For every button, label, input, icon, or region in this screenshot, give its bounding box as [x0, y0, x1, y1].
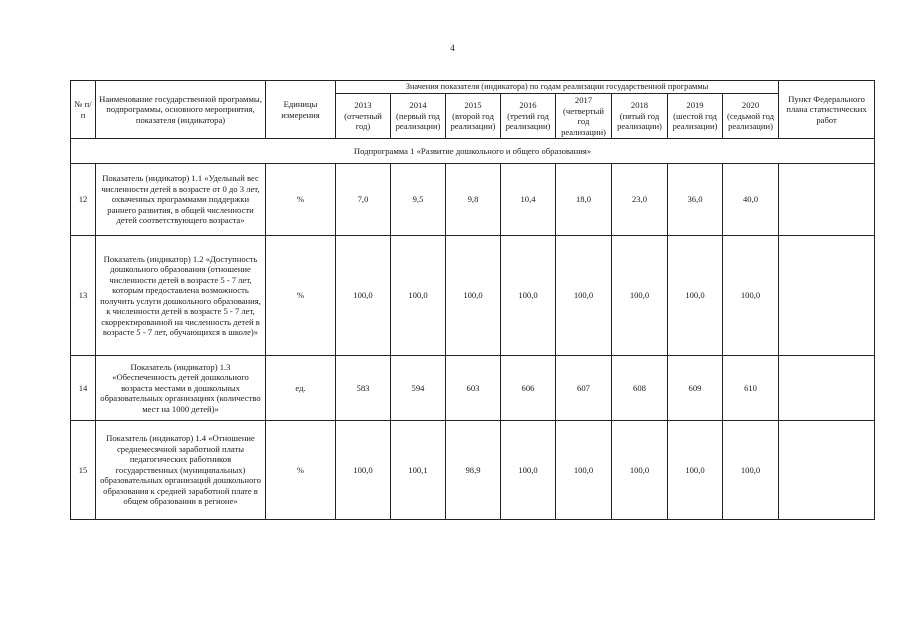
row-number: 15 — [71, 421, 96, 520]
value-2017: 18,0 — [556, 164, 612, 236]
indicator-name: Показатель (индикатор) 1.3 «Обеспеченность детей дошкольного возраста местами в дошкольных образовательных организациях (количество мест на 1000 детей)» — [96, 356, 266, 421]
value-2014: 9,5 — [391, 164, 446, 236]
row-number: 14 — [71, 356, 96, 421]
federal-plan-item — [779, 164, 875, 236]
year-note: (пятый год реализации) — [617, 110, 662, 132]
value-2016: 606 — [501, 356, 556, 421]
value-2014: 594 — [391, 356, 446, 421]
value-2018: 100,0 — [612, 236, 668, 356]
federal-plan-item — [779, 356, 875, 421]
indicator-name: Показатель (индикатор) 1.4 «Отношение среднемесячной заработной платы педагогических работников государственных (муниципальных) образовательных организаций дошкольного образования к средней заработной плате в общем образовании в регионе» — [96, 421, 266, 520]
header-year-2015 — [446, 94, 501, 139]
value-2019: 100,0 — [668, 236, 723, 356]
value-2015: 9,8 — [446, 164, 501, 236]
header-values-group: Значения показателя (индикатора) по годам реализации государственной программы — [336, 81, 779, 94]
federal-plan-item — [779, 421, 875, 520]
header-federal-plan: Пункт Федерального плана статистических работ — [779, 81, 875, 139]
indicator-unit: % — [266, 421, 336, 520]
value-2016: 100,0 — [501, 236, 556, 356]
year-label: 2018 — [630, 100, 649, 111]
value-2018: 23,0 — [612, 164, 668, 236]
value-2020: 100,0 — [723, 421, 779, 520]
value-2017: 607 — [556, 356, 612, 421]
value-2017: 100,0 — [556, 421, 612, 520]
year-label: 2017 — [574, 95, 593, 106]
header-year-2019 — [668, 94, 723, 139]
value-2013: 100,0 — [336, 236, 391, 356]
page-number: 4 — [450, 43, 455, 53]
value-2014: 100,0 — [391, 236, 446, 356]
year-note: (седьмой год реализации) — [727, 110, 775, 132]
row-number: 13 — [71, 236, 96, 356]
value-2020: 100,0 — [723, 236, 779, 356]
indicator-name: Показатель (индикатор) 1.2 «Доступность дошкольного образования (отношение численности детей в возрасте 5 - 7 лет, которым предоставлена возможность получить услуги дошкольного образования, к численности детей в возрасте 5 - 7 лет, скорректированной на численность детей в возрасте 5 - 7 лет, обучающихся в школе)» — [96, 236, 266, 356]
header-year-2014 — [391, 94, 446, 139]
year-label: 2015 — [464, 100, 482, 111]
federal-plan-item — [779, 236, 875, 356]
value-2020: 610 — [723, 356, 779, 421]
row-number: 12 — [71, 164, 96, 236]
value-2015: 100,0 — [446, 236, 501, 356]
value-2020: 40,0 — [723, 164, 779, 236]
year-note: (шестой год реализации) — [672, 110, 718, 132]
subprogram-title: Подпрограмма 1 «Развитие дошкольного и общего образования» — [71, 139, 875, 164]
year-label: 2013 — [354, 100, 372, 111]
header-year-2017 — [556, 94, 612, 139]
value-2019: 36,0 — [668, 164, 723, 236]
header-unit: Единицы измерения — [266, 81, 336, 139]
value-2013: 100,0 — [336, 421, 391, 520]
value-2015: 98,9 — [446, 421, 501, 520]
year-label: 2020 — [741, 100, 760, 111]
year-label: 2014 — [409, 100, 427, 111]
year-note: (отчетный год) — [344, 110, 382, 132]
header-no: № п/п — [71, 81, 96, 139]
value-2014: 100,1 — [391, 421, 446, 520]
value-2016: 10,4 — [501, 164, 556, 236]
value-2019: 609 — [668, 356, 723, 421]
year-label: 2016 — [519, 100, 537, 111]
indicator-unit: % — [266, 236, 336, 356]
value-2016: 100,0 — [501, 421, 556, 520]
value-2019: 100,0 — [668, 421, 723, 520]
value-2018: 100,0 — [612, 421, 668, 520]
year-note: (первый год реализации) — [395, 110, 441, 132]
header-year-2013 — [336, 94, 391, 139]
year-note: (третий год реализации) — [505, 110, 551, 132]
table-row — [71, 421, 875, 520]
value-2015: 603 — [446, 356, 501, 421]
value-2018: 608 — [612, 356, 668, 421]
indicator-name: Показатель (индикатор) 1.1 «Удельный вес численности детей в возрасте от 0 до 3 лет, охваченных программами поддержки раннего развития, в общей численности детей соответствующего возраста» — [96, 164, 266, 236]
header-name: Наименование государственной программы, подпрограммы, основного мероприятия, показателя (индикатора) — [96, 81, 266, 139]
year-label: 2019 — [686, 100, 704, 111]
indicators-table — [70, 80, 875, 520]
value-2017: 100,0 — [556, 236, 612, 356]
table-row — [71, 236, 875, 356]
year-note: (четвертый год реализации) — [561, 105, 606, 137]
value-2013: 583 — [336, 356, 391, 421]
table-row — [71, 356, 875, 421]
table-row — [71, 164, 875, 236]
value-2013: 7,0 — [336, 164, 391, 236]
year-note: (второй год реализации) — [450, 110, 496, 132]
header-year-2016 — [501, 94, 556, 139]
header-year-2020 — [723, 94, 779, 139]
subprogram-row — [71, 139, 875, 164]
indicator-unit: % — [266, 164, 336, 236]
header-year-2018 — [612, 94, 668, 139]
indicator-unit: ед. — [266, 356, 336, 421]
